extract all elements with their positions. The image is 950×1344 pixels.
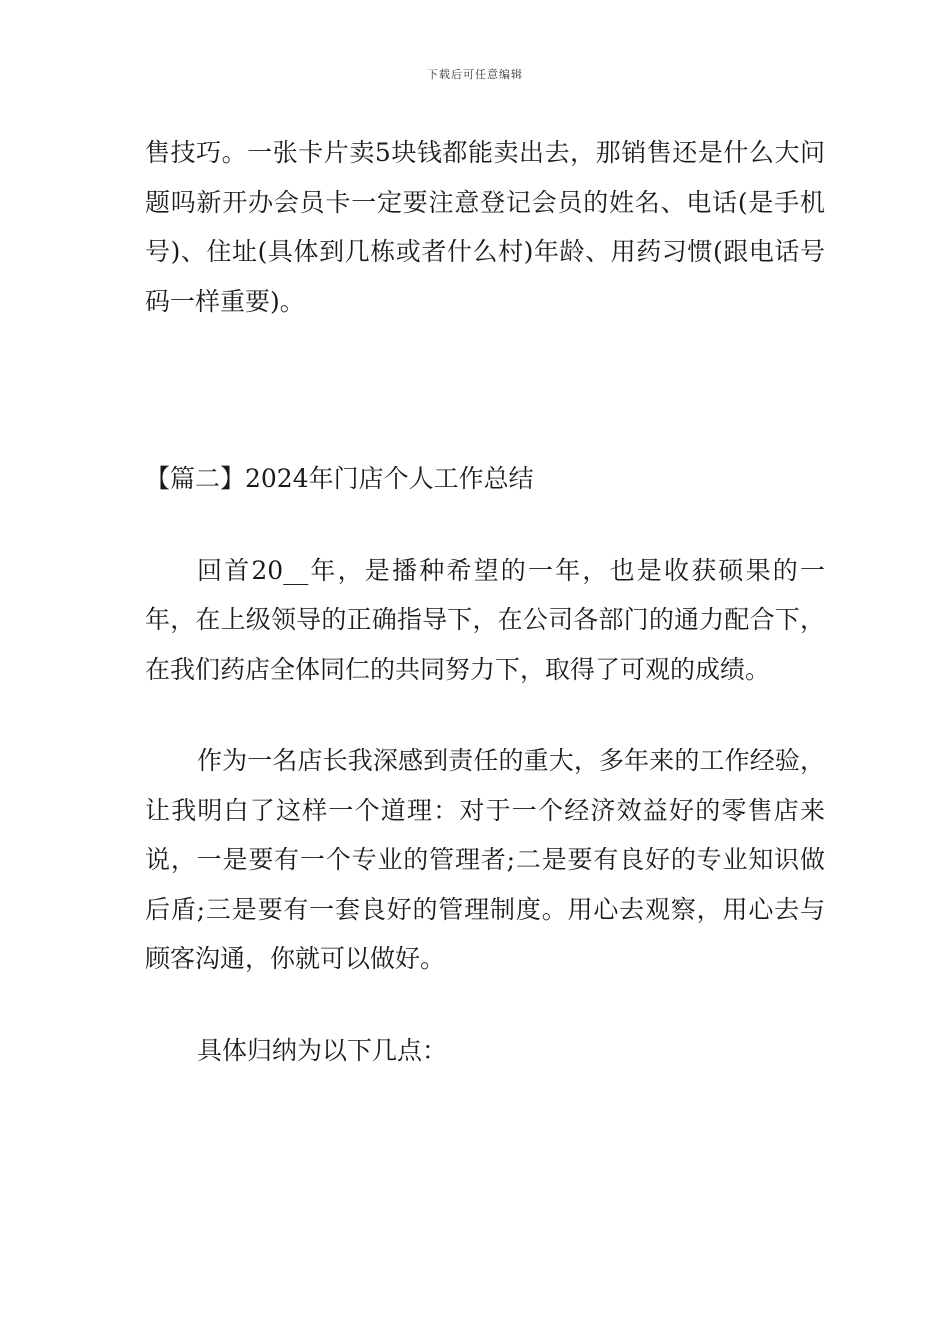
spacer bbox=[145, 984, 825, 1026]
spacer bbox=[145, 326, 825, 454]
section-title: 【篇二】2024年门店个人工作总结 bbox=[145, 464, 534, 493]
document-body bbox=[145, 128, 825, 1075]
spacer bbox=[145, 694, 825, 736]
paragraph-2: 作为一名店长我深感到责任的重大，多年来的工作经验，让我明白了这样一个道理：对于一个经济效益好的零售店来说，一是要有一个专业的管理者;二是要有良好的专业知识做后盾;三是要有一套良好的管理制度。用心去观察，用心去与顾客沟通，你就可以做好。 bbox=[145, 746, 825, 973]
paragraph-3: 具体归纳为以下几点： bbox=[197, 1035, 448, 1065]
paragraph-1: 回首20__年，是播种希望的一年，也是收获硕果的一年，在上级领导的正确指导下，在公司各部门的通力配合下，在我们药店全体同仁的共同努力下，取得了可观的成绩。 bbox=[145, 555, 825, 684]
continuation-paragraph: 售技巧。一张卡片卖5块钱都能卖出去，那销售还是什么大问题吗新开办会员卡一定要注意登记会员的姓名、电话(是手机号)、住址(具体到几栋或者什么村)年龄、用药习惯(跟电话号码一样重要)。 bbox=[145, 138, 825, 316]
header-note: 下载后可任意编辑 bbox=[427, 68, 523, 81]
spacer bbox=[145, 504, 825, 546]
